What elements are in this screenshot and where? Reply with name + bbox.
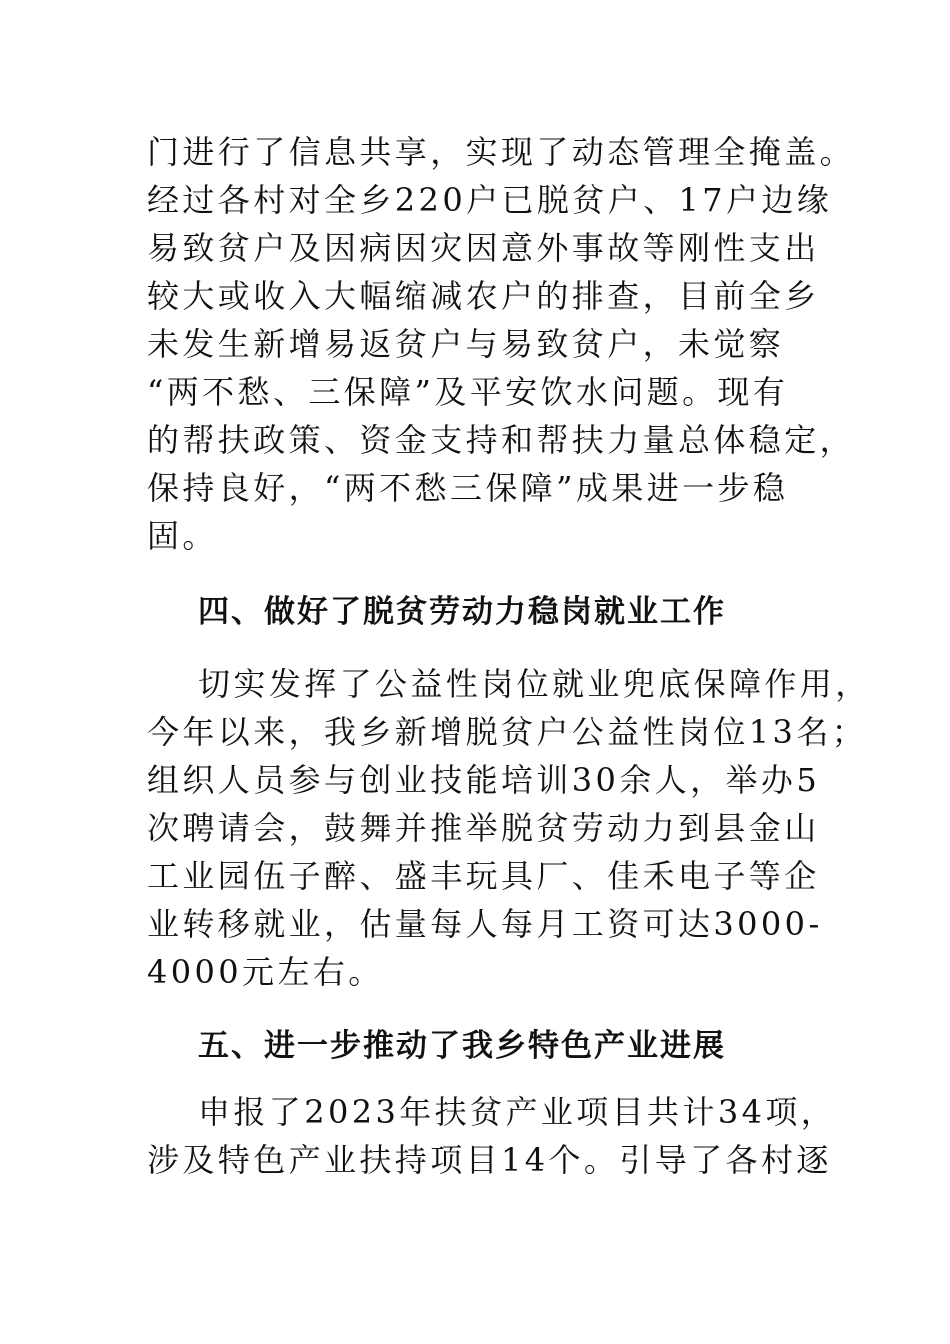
text-line: 次聘请会，鼓舞并推举脱贫劳动力到县金山	[147, 809, 820, 847]
text-line: 4000元左右。	[147, 953, 384, 991]
text-line: 保持良好，“两不愁三保障”成果进一步稳	[147, 469, 789, 507]
text-line: 未发生新增易返贫户与易致贫户，未觉察	[147, 325, 785, 363]
text-line: 今年以来，我乡新增脱贫户公益性岗位13名；	[147, 713, 868, 751]
text-line: 门进行了信息共享，实现了动态管理全掩盖。	[147, 133, 856, 171]
text-line: 切实发挥了公益性岗位就业兜底保障作用，	[198, 665, 871, 703]
text-line: 易致贫户及因病因灾因意外事故等刚性支出	[147, 229, 820, 267]
text-line: 工业园伍子醉、盛丰玩具厂、佳禾电子等企	[147, 857, 820, 895]
text-line: “两不愁、三保障”及平安饮水问题。现有	[147, 373, 789, 411]
text-line: 经过各村对全乡220户已脱贫户、17户边缘	[147, 181, 833, 219]
text-line: 固。	[147, 517, 218, 555]
text-line: 业转移就业，估量每人每月工资可达3000-	[147, 905, 823, 943]
text-line: 的帮扶政策、资金支持和帮扶力量总体稳定，	[147, 421, 856, 459]
text-line: 申报了2023年扶贫产业项目共计34项，	[198, 1093, 837, 1131]
section-5-heading: 五、进一步推动了我乡特色产业进展	[198, 1028, 726, 1064]
text-line: 组织人员参与创业技能培训30余人，举办5	[147, 761, 821, 799]
section-4-heading: 四、做好了脱贫劳动力稳岗就业工作	[198, 594, 726, 630]
text-line: 较大或收入大幅缩减农户的排查，目前全乡	[147, 277, 820, 315]
text-line: 涉及特色产业扶持项目14个。引导了各村逐	[147, 1141, 832, 1179]
